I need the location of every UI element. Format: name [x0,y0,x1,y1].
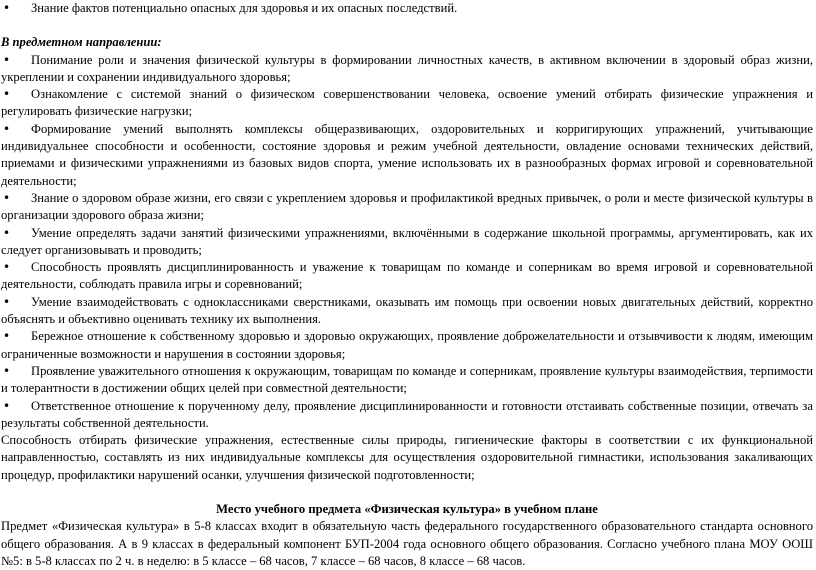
list-item-text: Знание о здоровом образе жизни, его связи с укреплением здоровья и профилактикой вредных привычек, о роли и месте физической культуры в организации здорового образа жизни; [1,190,813,223]
section-heading: В предметном направлении: [1,35,162,50]
bullet-icon [3,86,11,103]
list-item [1,398,813,433]
spacer [1,17,813,34]
spacer [1,484,813,501]
place-paragraph: Предмет «Физическая культура» в 5-8 классах входит в обязательную часть федерального государственного образовательного стандарта основного общего образования. А в 9 классах в федеральный компонент БУП-2004 года основного общего образования. Согласно учебного плана МОУ ООШ №5: в 5-8 классах по 2 ч. в неделю: в 5 классе – 68 часов, 7 классе – 68 часов, 8 классе – 68 часов. [1,519,813,568]
bullet-icon [3,259,11,276]
list-item [1,363,813,398]
list-item [1,0,813,17]
list-item-text: Умение определять задачи занятий физическими упражнениями, включёнными в содержание школьной программы, аргументировать, как их следует организовывать и проводить; [1,225,813,257]
list-item [1,121,813,190]
bullet-icon [3,190,11,207]
list-item-text: Проявление уважительного отношения к окружающим, товарищам по команде и соперникам, проявление культуры взаимодействия, терпимости и толерантности в достижении общих целей при совместной деятельности; [1,363,813,396]
bullet-icon [3,398,11,415]
list-item-text: Знание фактов потенциально опасных для здоровья и их опасных последствий. [31,1,458,15]
list-item [1,259,813,294]
list-item [1,225,813,260]
list-item-text: Бережное отношение к собственному здоровью и здоровью окружающих, проявление доброжелательности и отзывчивости к людям, имеющим ограниченные возможности и нарушения в состоянии здоровья; [1,329,813,361]
list-item-text: Ознакомление с системой знаний о физическом совершенствовании человека, освоение умений отбирать физические упражнения и регулировать физические нагрузки; [1,87,813,119]
list-item-text: Ответственное отношение к порученному делу, проявление дисциплинированности и готовности отстаивать собственные позиции, отвечать за результаты собственной деятельности. [1,398,813,430]
bullet-icon [3,363,11,380]
place-heading: Место учебного предмета «Физическая культура» в учебном плане [216,502,598,517]
list-item [1,86,813,121]
list-item-text: Умение взаимодействовать с одноклассниками сверстниками, оказывать им помощь при освоении новых двигательных действий, корректно объяснять и объективно оценивать технику их выполнения. [1,294,813,327]
bullet-icon [3,0,11,17]
list-item [1,294,813,329]
list-item [1,52,813,87]
bullet-icon [3,294,11,311]
bullet-icon [3,328,11,345]
ability-paragraph: Способность отбирать физические упражнения, естественные силы природы, гигиенические факторы в соответствии с их функциональной направленностью, составлять из них индивидуальные комплексы для осуществления оздоровительной гимнастики, использования закаливающих процедур, профилактики нарушений осанки, улучшения физической подготовленности; [1,433,813,482]
bullet-icon [3,225,11,242]
list-item [1,328,813,363]
list-item [1,190,813,225]
list-item-text: Понимание роли и значения физической культуры в формировании личностных качеств, в активном включении в здоровый образ жизни, укреплении и сохранении индивидуального здоровья; [1,52,813,84]
list-item-text: Способность проявлять дисциплинированность и уважение к товарищам по команде и соперникам во время игровой и соревновательной деятельности, соблюдать правила игры и соревнований; [1,260,813,292]
bullet-icon [3,52,11,69]
bullet-icon [3,121,11,138]
list-item-text: Формирование умений выполнять комплексы общеразвивающих, оздоровительных и корригирующих упражнений, учитывающие индивидуальнее способности и особенности, состояние здоровья и режим учебной деятельности, овладение основами технических действий, приемами и физическими упражнениями из базовых видов спорта, умение использовать их в разнообразных формах игровой и соревновательной деятельности; [1,121,813,188]
